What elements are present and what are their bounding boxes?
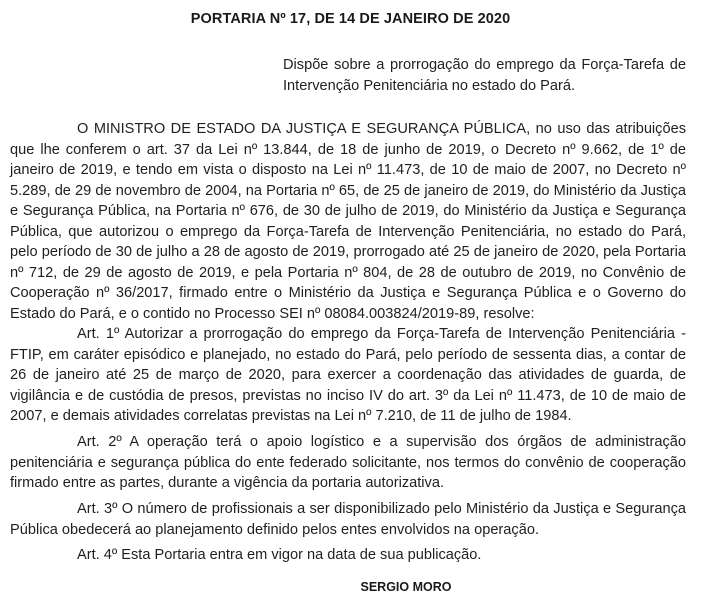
article-1-paragraph: Art. 1º Autorizar a prorrogação do emprego da Força-Tarefa de Intervenção Penitenciária - FTIP, em caráter episódico e planejado, no estado do Pará, pelo período de sessenta dias, a contar de 26 de janeiro até 25 de março de 2020, para exercer a coordenação das atividades de guarda, de vigilância e de custódia de presos, previstas no inciso IV do art. 3º da Lei nº 11.473, de 10 de maio de 2007, e demais atividades correlatas previstas na Lei nº 7.210, de 11 de julho de 1984. xyxy=(10,326,686,424)
preamble-block xyxy=(10,119,686,324)
article-1-block xyxy=(10,324,686,427)
article-3-block xyxy=(10,499,686,540)
document-ementa: Dispõe sobre a prorrogação do emprego da Força-Tarefa de Intervenção Penitenciária no estado do Pará. xyxy=(283,57,686,94)
article-2-block xyxy=(10,432,686,494)
article-4-paragraph: Art. 4º Esta Portaria entra em vigor na data de sua publicação. xyxy=(77,547,482,563)
article-4-block xyxy=(10,545,686,566)
article-2-paragraph: Art. 2º A operação terá o apoio logístico e a supervisão dos órgãos de administração penitenciária e segurança pública do ente federado solicitante, nos termos do convênio de cooperação firmado entre as partes, durante a vigência da portaria autorizativa. xyxy=(10,434,686,491)
preamble-paragraph: O MINISTRO DE ESTADO DA JUSTIÇA E SEGURANÇA PÚBLICA, no uso das atribuições que lhe conferem o art. 37 da Lei nº 13.844, de 18 de junho de 2019, o Decreto nº 9.662, de 1º de janeiro de 2019, e tendo em vista o disposto na Lei nº 11.473, de 10 de maio de 2007, no Decreto nº 5.289, de 29 de novembro de 2004, na Portaria nº 65, de 25 de janeiro de 2019, do Ministério da Justiça e Segurança Pública, na Portaria nº 676, de 30 de julho de 2019, do Ministério da Justiça e Segurança Pública, que autorizou o emprego da Força-Tarefa de Intervenção Penitenciária, no estado do Pará, pelo período de 30 de julho a 28 de agosto de 2019, prorrogado até 25 de janeiro de 2020, pela Portaria nº 712, de 29 de agosto de 2019, e pela Portaria nº 804, de 28 de outubro de 2019, no Convênio de Cooperação nº 36/2017, firmado entre o Ministério da Justiça e Segurança Pública e o Governo do Estado do Pará, e o contido no Processo SEI nº 08084.003824/2019-89, resolve: xyxy=(10,121,686,322)
article-3-paragraph: Art. 3º O número de profissionais a ser disponibilizado pelo Ministério da Justiça e Segurança Pública obedecerá ao planejamento definido pelos entes envolvidos na operação. xyxy=(10,501,686,538)
document-title: PORTARIA Nº 17, DE 14 DE JANEIRO DE 2020 xyxy=(190,11,511,27)
signature-name: SERGIO MORO xyxy=(360,580,452,594)
